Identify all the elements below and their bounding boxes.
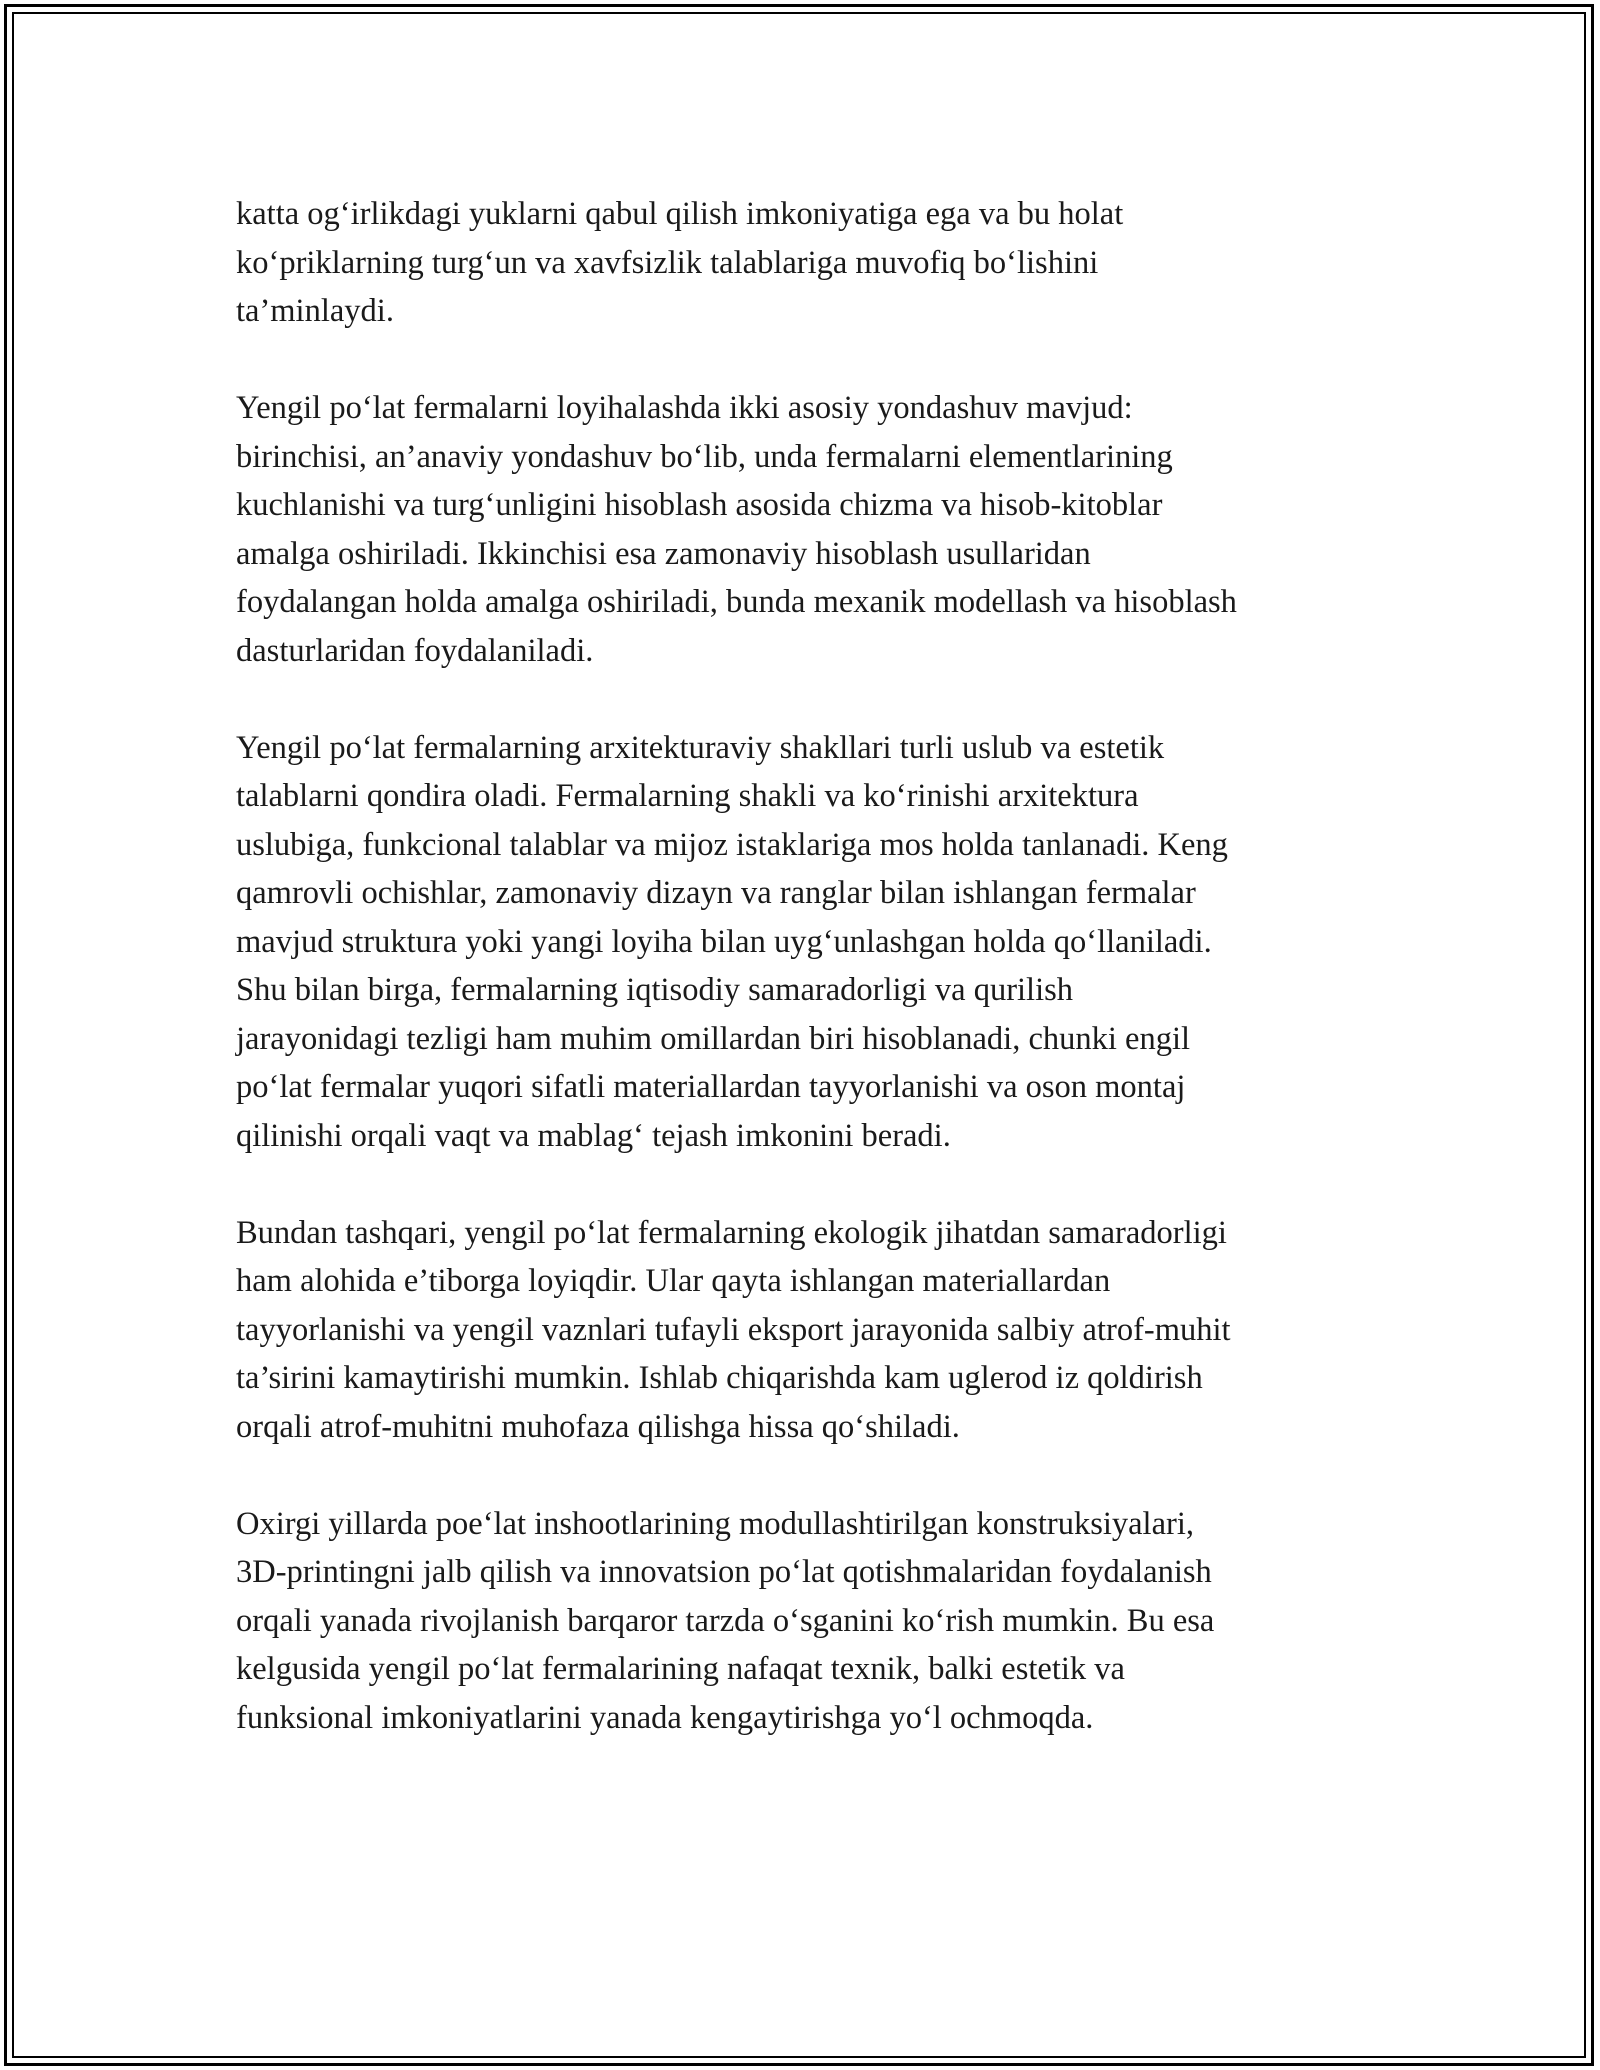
text-line: foydalangan holda amalga oshiriladi, bunda mexanik modellash va hisoblash xyxy=(236,584,1237,620)
text-line: Shu bilan birga, fermalarning iqtisodiy samaradorligi va qurilish xyxy=(236,972,1074,1008)
text-line: orqali atrof-muhitni muhofaza qilishga hissa qo‘shiladi. xyxy=(236,1408,960,1445)
text-line: tayyorlanishi va yengil vaznlari tufayli eksport jarayonida salbiy atrof-muhit xyxy=(236,1311,1231,1348)
text-line: 3D-printingni jalb qilish va innovatsion po‘lat qotishmalaridan foydalanish xyxy=(236,1554,1212,1590)
paragraph-3 xyxy=(236,724,1386,1161)
text-line: kelgusida yengil po‘lat fermalarining nafaqat texnik, balki estetik va xyxy=(236,1651,1125,1687)
text-line: Oxirgi yillarda poe‘lat inshootlarining modullashtirilgan konstruksiyalari, xyxy=(236,1505,1194,1542)
text-line: Yengil po‘lat fermalarning arxitekturaviy shakllari turli uslub va estetik xyxy=(236,729,1165,766)
text-line: ta’sirini kamaytirishi mumkin. Ishlab chiqarishda kam uglerod iz qoldirish xyxy=(236,1360,1203,1396)
text-line: po‘lat fermalar yuqori sifatli materiallardan tayyorlanishi va oson montaj xyxy=(236,1069,1186,1105)
text-line: ta’minlaydi. xyxy=(236,293,394,329)
text-line: qilinishi orqali vaqt va mablag‘ tejash imkonini beradi. xyxy=(236,1117,951,1154)
text-line: funksional imkoniyatlarini yanada kengaytirishga yo‘l ochmoqda. xyxy=(236,1699,1094,1736)
text-line: jarayonidagi tezligi ham muhim omillardan biri hisoblanadi, chunki engil xyxy=(236,1020,1191,1057)
text-line: qamrovli ochishlar, zamonaviy dizayn va ranglar bilan ishlangan fermalar xyxy=(236,875,1196,911)
text-line: Yengil po‘lat fermalarni loyihalashda ikki asosiy yondashuv mavjud: xyxy=(236,390,1133,426)
text-line: dasturlaridan foydalaniladi. xyxy=(236,632,594,669)
paragraph-4 xyxy=(236,1209,1386,1452)
text-line: Bundan tashqari, yengil po‘lat fermalarning ekologik jihatdan samaradorligi xyxy=(236,1214,1227,1251)
text-line: mavjud struktura yoki yangi loyiha bilan uyg‘unlashgan holda qo‘llaniladi. xyxy=(236,923,1212,960)
text-line: kuchlanishi va turg‘unligini hisoblash asosida chizma va hisob-kitoblar xyxy=(236,487,1163,523)
text-line: katta og‘irlikdagi yuklarni qabul qilish imkoniyatiga ega va bu holat xyxy=(236,196,1124,232)
paragraph-5 xyxy=(236,1500,1386,1743)
text-line: birinchisi, an’anaviy yondashuv bo‘lib, unda fermalarni elementlarining xyxy=(236,438,1173,475)
text-line: talablarni qondira oladi. Fermalarning shakli va ko‘rinishi arxitektura xyxy=(236,778,1139,814)
paragraph-1 xyxy=(236,190,1386,336)
text-line: orqali yanada rivojlanish barqaror tarzda o‘sganini ko‘rish mumkin. Bu esa xyxy=(236,1602,1215,1639)
text-line: amalga oshiriladi. Ikkinchisi esa zamonaviy hisoblash usullaridan xyxy=(236,535,1091,572)
text-line: ko‘priklarning turg‘un va xavfsizlik talablariga muvofiq bo‘lishini xyxy=(236,244,1099,281)
text-line: uslubiga, funkcional talablar va mijoz istaklariga mos holda tanlanadi. Keng xyxy=(236,826,1228,863)
document-body xyxy=(236,190,1386,1791)
paragraph-2 xyxy=(236,384,1386,675)
text-line: ham alohida e’tiborga loyiqdir. Ular qayta ishlangan materiallardan xyxy=(236,1263,1111,1299)
